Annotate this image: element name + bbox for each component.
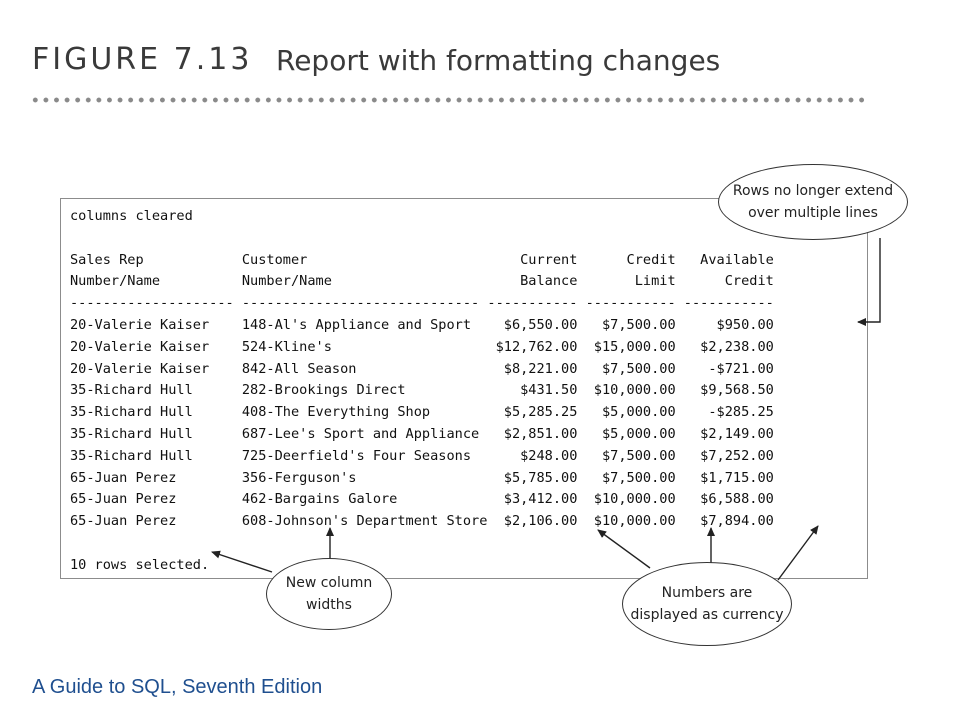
report-row: 35-Richard Hull 408-The Everything Shop $5,285.25 $5,000.00 -$285.25 xyxy=(70,404,774,421)
currency-callout xyxy=(622,562,792,646)
book-caption: A Guide to SQL, Seventh Edition xyxy=(32,676,323,698)
report-row: 35-Richard Hull 725-Deerfield's Four Seasons $248.00 $7,500.00 $7,252.00 xyxy=(70,447,774,464)
currency-callout-line1: Numbers are xyxy=(661,585,753,601)
widths-callout-line1: New column xyxy=(285,575,373,591)
report-row: 35-Richard Hull 687-Lee's Sport and Appliance $2,851.00 $5,000.00 $2,149.00 xyxy=(70,425,774,442)
report-row: 20-Valerie Kaiser 842-All Season $8,221.00 $7,500.00 -$721.00 xyxy=(70,360,774,377)
report-row: 65-Juan Perez 356-Ferguson's $5,785.00 $7,500.00 $1,715.00 xyxy=(70,469,774,486)
report-row: 65-Juan Perez 608-Johnson's Department Store $2,106.00 $10,000.00 $7,894.00 xyxy=(70,513,774,530)
sql-report-output xyxy=(70,206,774,577)
report-separator-line: -------------------- ----------------------------- ----------- ----------- ----------- xyxy=(70,295,774,312)
report-row: 35-Richard Hull 282-Brookings Direct $431.50 $10,000.00 $9,568.50 xyxy=(70,382,774,399)
report-header-line: Number/Name Number/Name Balance Limit Credit xyxy=(70,273,774,290)
report-row: 65-Juan Perez 462-Bargains Galore $3,412.00 $10,000.00 $6,588.00 xyxy=(70,491,774,508)
rows-callout-line1: Rows no longer extend xyxy=(732,183,894,199)
rows-callout-line2: over multiple lines xyxy=(748,205,878,221)
dotted-rule xyxy=(30,95,865,105)
rows-callout xyxy=(718,164,908,240)
report-row: 20-Valerie Kaiser 524-Kline's $12,762.00 $15,000.00 $2,238.00 xyxy=(70,338,774,355)
report-line: columns cleared xyxy=(70,208,193,224)
currency-callout-line2: displayed as currency xyxy=(630,607,784,623)
report-row: 20-Valerie Kaiser 148-Al's Appliance and Sport $6,550.00 $7,500.00 $950.00 xyxy=(70,316,774,333)
report-line xyxy=(70,533,774,555)
figure-label: FIGURE 7.13 xyxy=(32,42,253,77)
report-line xyxy=(70,228,774,250)
widths-callout-line2: widths xyxy=(306,597,352,613)
report-header-line: Sales Rep Customer Current Credit Available xyxy=(70,251,774,268)
figure-title: Report with formatting changes xyxy=(276,44,721,77)
report-footer-line: 10 rows selected. xyxy=(70,556,210,573)
widths-callout xyxy=(266,558,392,630)
